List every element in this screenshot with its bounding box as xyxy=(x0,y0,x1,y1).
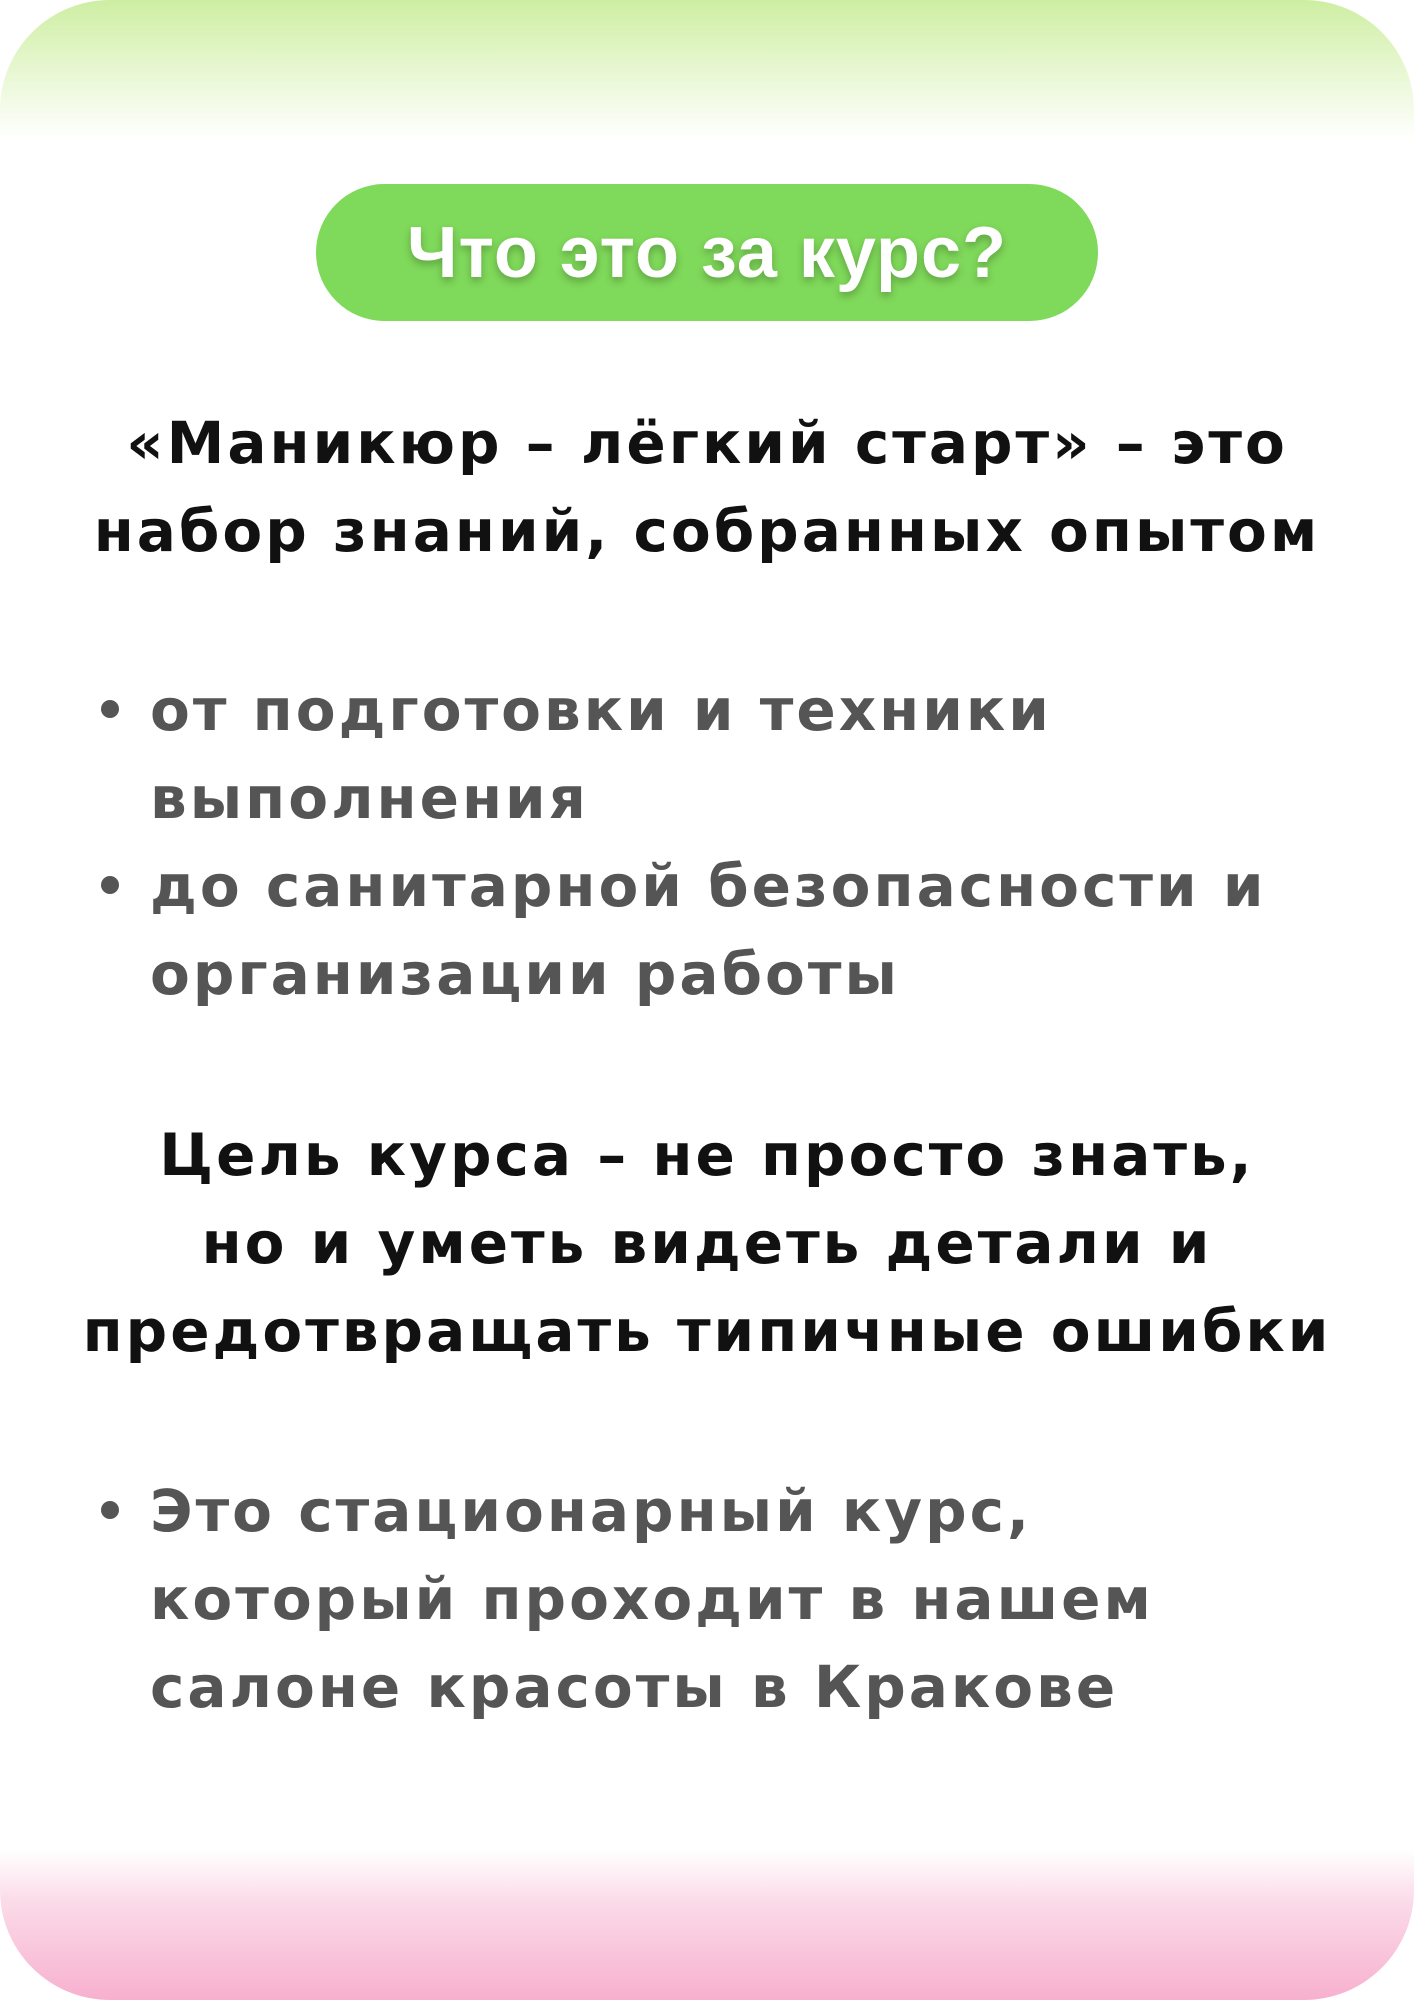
list-item-line: Это стационарный курс, xyxy=(150,1477,1033,1545)
intro-text xyxy=(0,399,1414,575)
bullet-dot-icon xyxy=(101,700,119,718)
goal-line: предотвращать типичные ошибки xyxy=(82,1297,1332,1365)
intro-line: набор знаний, собранных опытом xyxy=(93,497,1321,565)
list-item-line: до санитарной безопасности и xyxy=(150,852,1267,920)
intro-line: «Маникюр – лёгкий старт» – это xyxy=(126,409,1288,477)
goal-text xyxy=(0,1111,1414,1375)
list-item xyxy=(150,666,1350,842)
goal-line: Цель курса – не просто знать, xyxy=(159,1121,1255,1189)
goal-line: но и уметь видеть детали и xyxy=(201,1209,1213,1277)
bullet-dot-icon xyxy=(101,1501,119,1519)
list-item-line: выполнения xyxy=(150,764,589,832)
bullet-dot-icon xyxy=(101,876,119,894)
page-title: Что это за курс? xyxy=(406,212,1007,293)
list-item-line: салоне красоты в Кракове xyxy=(150,1653,1119,1721)
list-item-line: который проходит в нашем xyxy=(150,1565,1154,1633)
list-item-line: от подготовки и техники xyxy=(150,676,1052,744)
list-item xyxy=(150,842,1350,1018)
bullet-list-location xyxy=(150,1467,1350,1731)
list-item-line: организации работы xyxy=(150,940,900,1008)
bullet-list-scope xyxy=(150,666,1350,1018)
list-item xyxy=(150,1467,1350,1731)
title-pill xyxy=(316,184,1098,321)
